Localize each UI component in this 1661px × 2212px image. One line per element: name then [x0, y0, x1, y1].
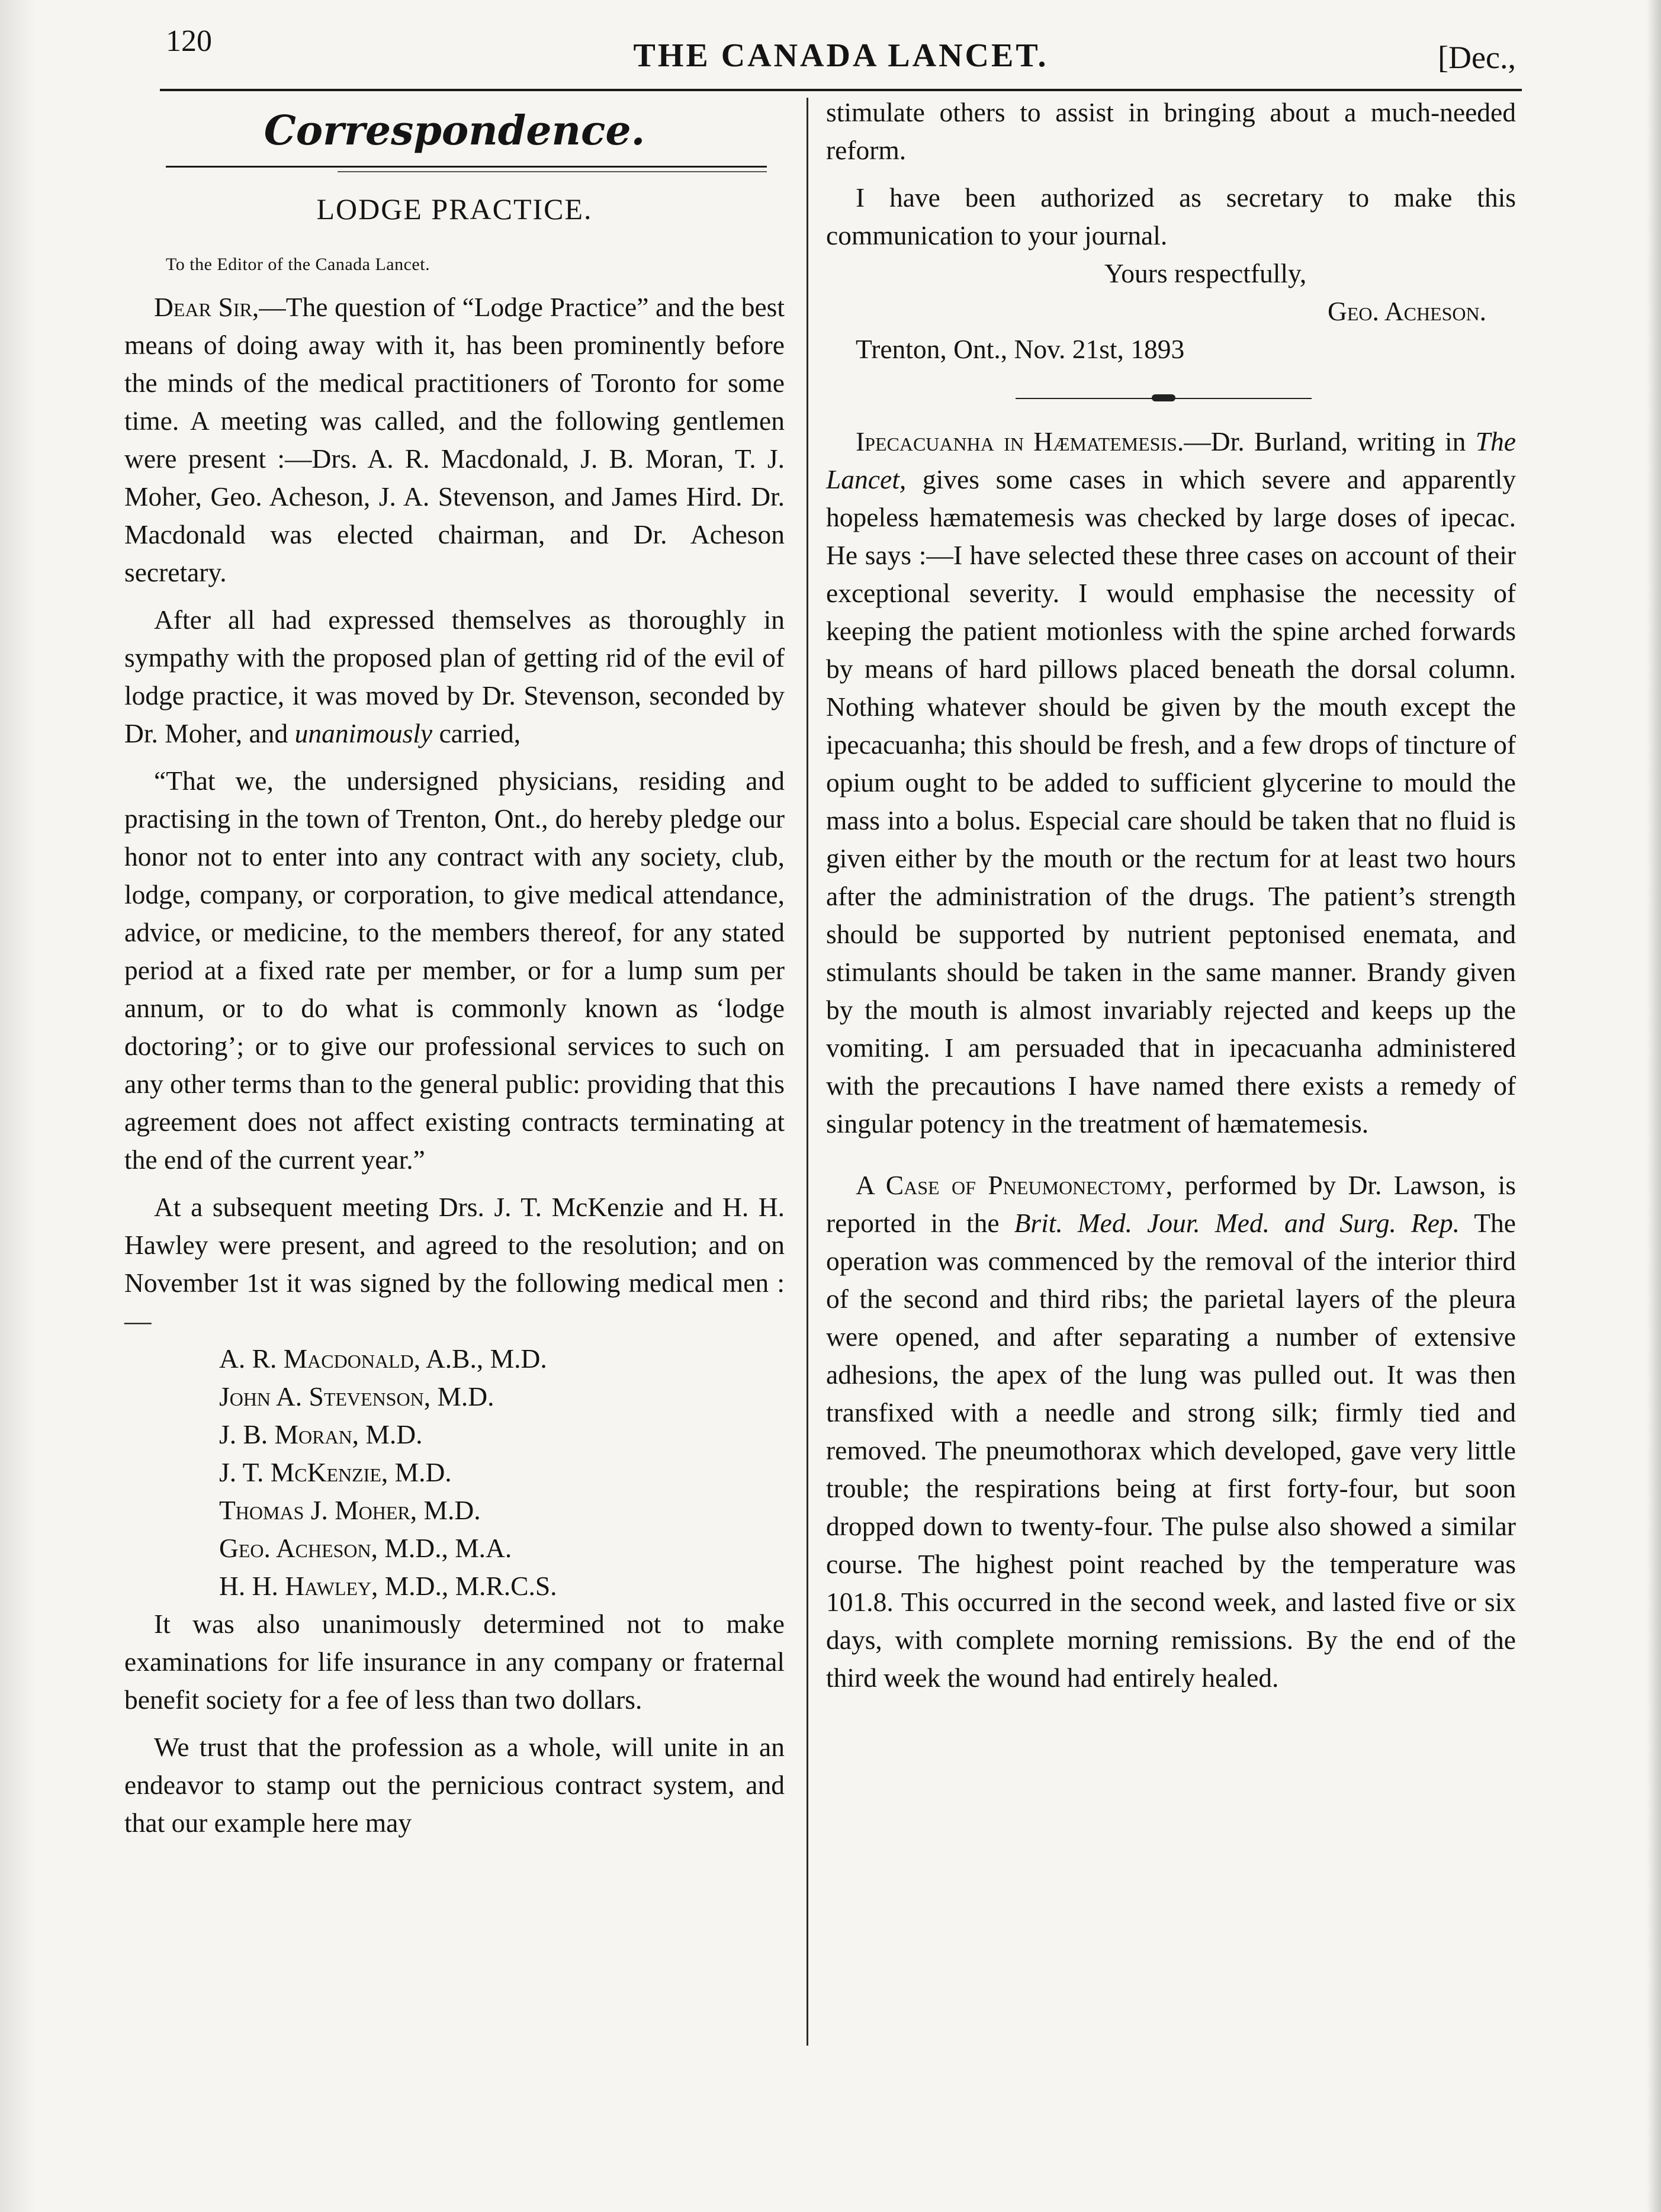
pneumonectomy-text-a: performed by Dr. Lawson, is reported in the: [826, 1170, 1517, 1238]
letter-addressee: To the Editor of the Canada Lancet.: [166, 255, 430, 274]
left-column: [124, 94, 785, 1842]
signatory: Geo. Acheson, M.D., M.A.: [219, 1533, 512, 1563]
section-heading: Correspondence.: [264, 107, 645, 155]
ipecac-article: [826, 423, 1516, 1143]
letter-place-date: Trenton, Ont., Nov. 21st, 1893: [856, 334, 1185, 364]
pneumonectomy-article: [826, 1166, 1516, 1697]
letter-signer: Geo. Acheson.: [1327, 296, 1486, 326]
pneumonectomy-source: Brit. Med. Jour. Med. and Surg. Rep.: [1014, 1208, 1460, 1238]
pneumonectomy-lead: A Case of Pneumonectomy,: [856, 1170, 1173, 1200]
page-right-edge: [1647, 0, 1661, 2212]
resolution-text: “That we, the undersigned physicians, residing and practising in the town of Trenton, Ont., do hereby pledge our honor not to enter into any contract with any society, club, lodge, company, or corporation, to give medical attendance, advice, or medicine, to the members thereof, for any stated period at a fixed rate per member, or for a lump sum per annum, or to do what is commonly known as ‘lodge doctoring’; or to give our professional services to such on any other terms than to the general public: providing that this agreement does not affect existing contracts terminating at the end of the current year.”: [124, 766, 785, 1175]
running-head: [160, 24, 1522, 89]
header-rule: [160, 89, 1522, 91]
letter-closing: Yours respectfully,: [1104, 258, 1307, 288]
letter-paragraph-6: I have been authorized as secretary to make this communication to your journal.: [826, 182, 1516, 250]
letter-p2-italic: unanimously: [294, 718, 433, 748]
letter-paragraph-3: At a subsequent meeting Drs. J. T. McKenzie and H. H. Hawley were present, and agreed to the resolution; and on November 1st it was signed by the following medical men :—: [124, 1192, 785, 1336]
pneumonectomy-text-b: The operation was commenced by the removal of the interior third of the second and third ribs; the parietal layers of the pleura were opened, and after separating a number of extensive adhesions, the apex of the lung was pulled out. It was then transfixed with a needle and strong silk; firmly tied and removed. The pneumothorax which developed, gave very little trouble; the respirations being at first forty-four, but soon dropped down to twenty-four. The pulse also showed a similar course. The highest point reached by the temperature was 101.8. This occurred in the second week, and lasted five or six days, with complete morning remissions. By the end of the third week the wound had entirely healed.: [826, 1208, 1516, 1693]
right-column: [826, 94, 1516, 1697]
signatory: J. T. McKenzie, M.D.: [219, 1457, 452, 1487]
signatory: John A. Stevenson, M.D.: [219, 1381, 494, 1412]
page-left-shadow: [0, 0, 36, 2212]
section-rule: [166, 166, 767, 168]
section-rule-thin: [338, 171, 767, 172]
letter-paragraph-4: It was also unanimously determined not to make examinations for life insurance in any company or fraternal benefit society for a fee of less than two dollars.: [124, 1609, 785, 1715]
salutation: Dear Sir,: [154, 292, 259, 322]
signatory: H. H. Hawley, M.D., M.R.C.S.: [219, 1571, 557, 1601]
letter-paragraph-1: [124, 288, 785, 591]
ornament-divider: [1016, 398, 1312, 399]
ipecac-text-a: —Dr. Burland, writing in: [1184, 426, 1466, 456]
letter-paragraph-5b: stimulate others to assist in bringing about a much-needed reform.: [826, 97, 1516, 165]
column-divider: [807, 98, 808, 2046]
signatory-list: [124, 1340, 785, 1605]
letter-title: LODGE PRACTICE.: [316, 192, 593, 226]
letter-p2-text-a: After all had expressed themselves as thoroughly in sympathy with the proposed plan of getting rid of the evil of lodge practice, it was moved by Dr. Stevenson, seconded by Dr. Moher, and: [124, 605, 785, 748]
letter-paragraph-2: [124, 601, 785, 753]
letter-p2-text-b: carried,: [439, 718, 521, 748]
page-number: 120: [166, 24, 212, 58]
ipecac-text-b: gives some cases in which severe and apparently hopeless hæmatemesis was checked by large doses of ipecac. He says :—I have selected these three cases on account of their exceptional severity. I would emphasise the necessity of keeping the patient motionless with the spine arched forwards by means of hard pillows placed beneath the dorsal column. Nothing whatever should be given by the mouth except the ipecacuanha; this should be fresh, and a few drops of tincture of opium ought to be added to sufficient glycerine to mould the mass into a bolus. Especial care should be taken that no fluid is given either by the mouth or the rectum for at least two hours after the administration of the drugs. The patient’s strength should be supported by nutrient peptonised enemata, and stimulants should be taken in the same manner. Brandy given by the mouth is almost invariably rejected and keeps up the vomiting. I am persuaded that in ipecacuanha administered with the precautions I have named there exists a remedy of singular potency in the treatment of hæmatemesis.: [826, 464, 1516, 1139]
issue-month: [Dec.,: [1438, 40, 1516, 75]
ipecac-lead: Ipecacuanha in Hæmatemesis.: [856, 426, 1184, 456]
letter-p1-text: —The question of “Lodge Practice” and the best means of doing away with it, has been prominently before the minds of the medical practitioners of Toronto for some time. A meeting was called, and the following gentlemen were present :—Drs. A. R. Macdonald, J. B. Moran, T. J. Moher, Geo. Acheson, J. A. Stevenson, and James Hird. Dr. Macdonald was elected chairman, and Dr. Acheson secretary.: [124, 292, 785, 587]
signatory: Thomas J. Moher, M.D.: [219, 1495, 481, 1525]
ipecac-source: The Lancet,: [826, 426, 1516, 494]
signatory: A. R. Macdonald, A.B., M.D.: [219, 1343, 547, 1374]
journal-title: THE CANADA LANCET.: [633, 37, 1049, 74]
signatory: J. B. Moran, M.D.: [219, 1419, 423, 1449]
letter-paragraph-5a: We trust that the profession as a whole, will unite in an endeavor to stamp out the pernicious contract system, and that our example here may: [124, 1732, 785, 1838]
